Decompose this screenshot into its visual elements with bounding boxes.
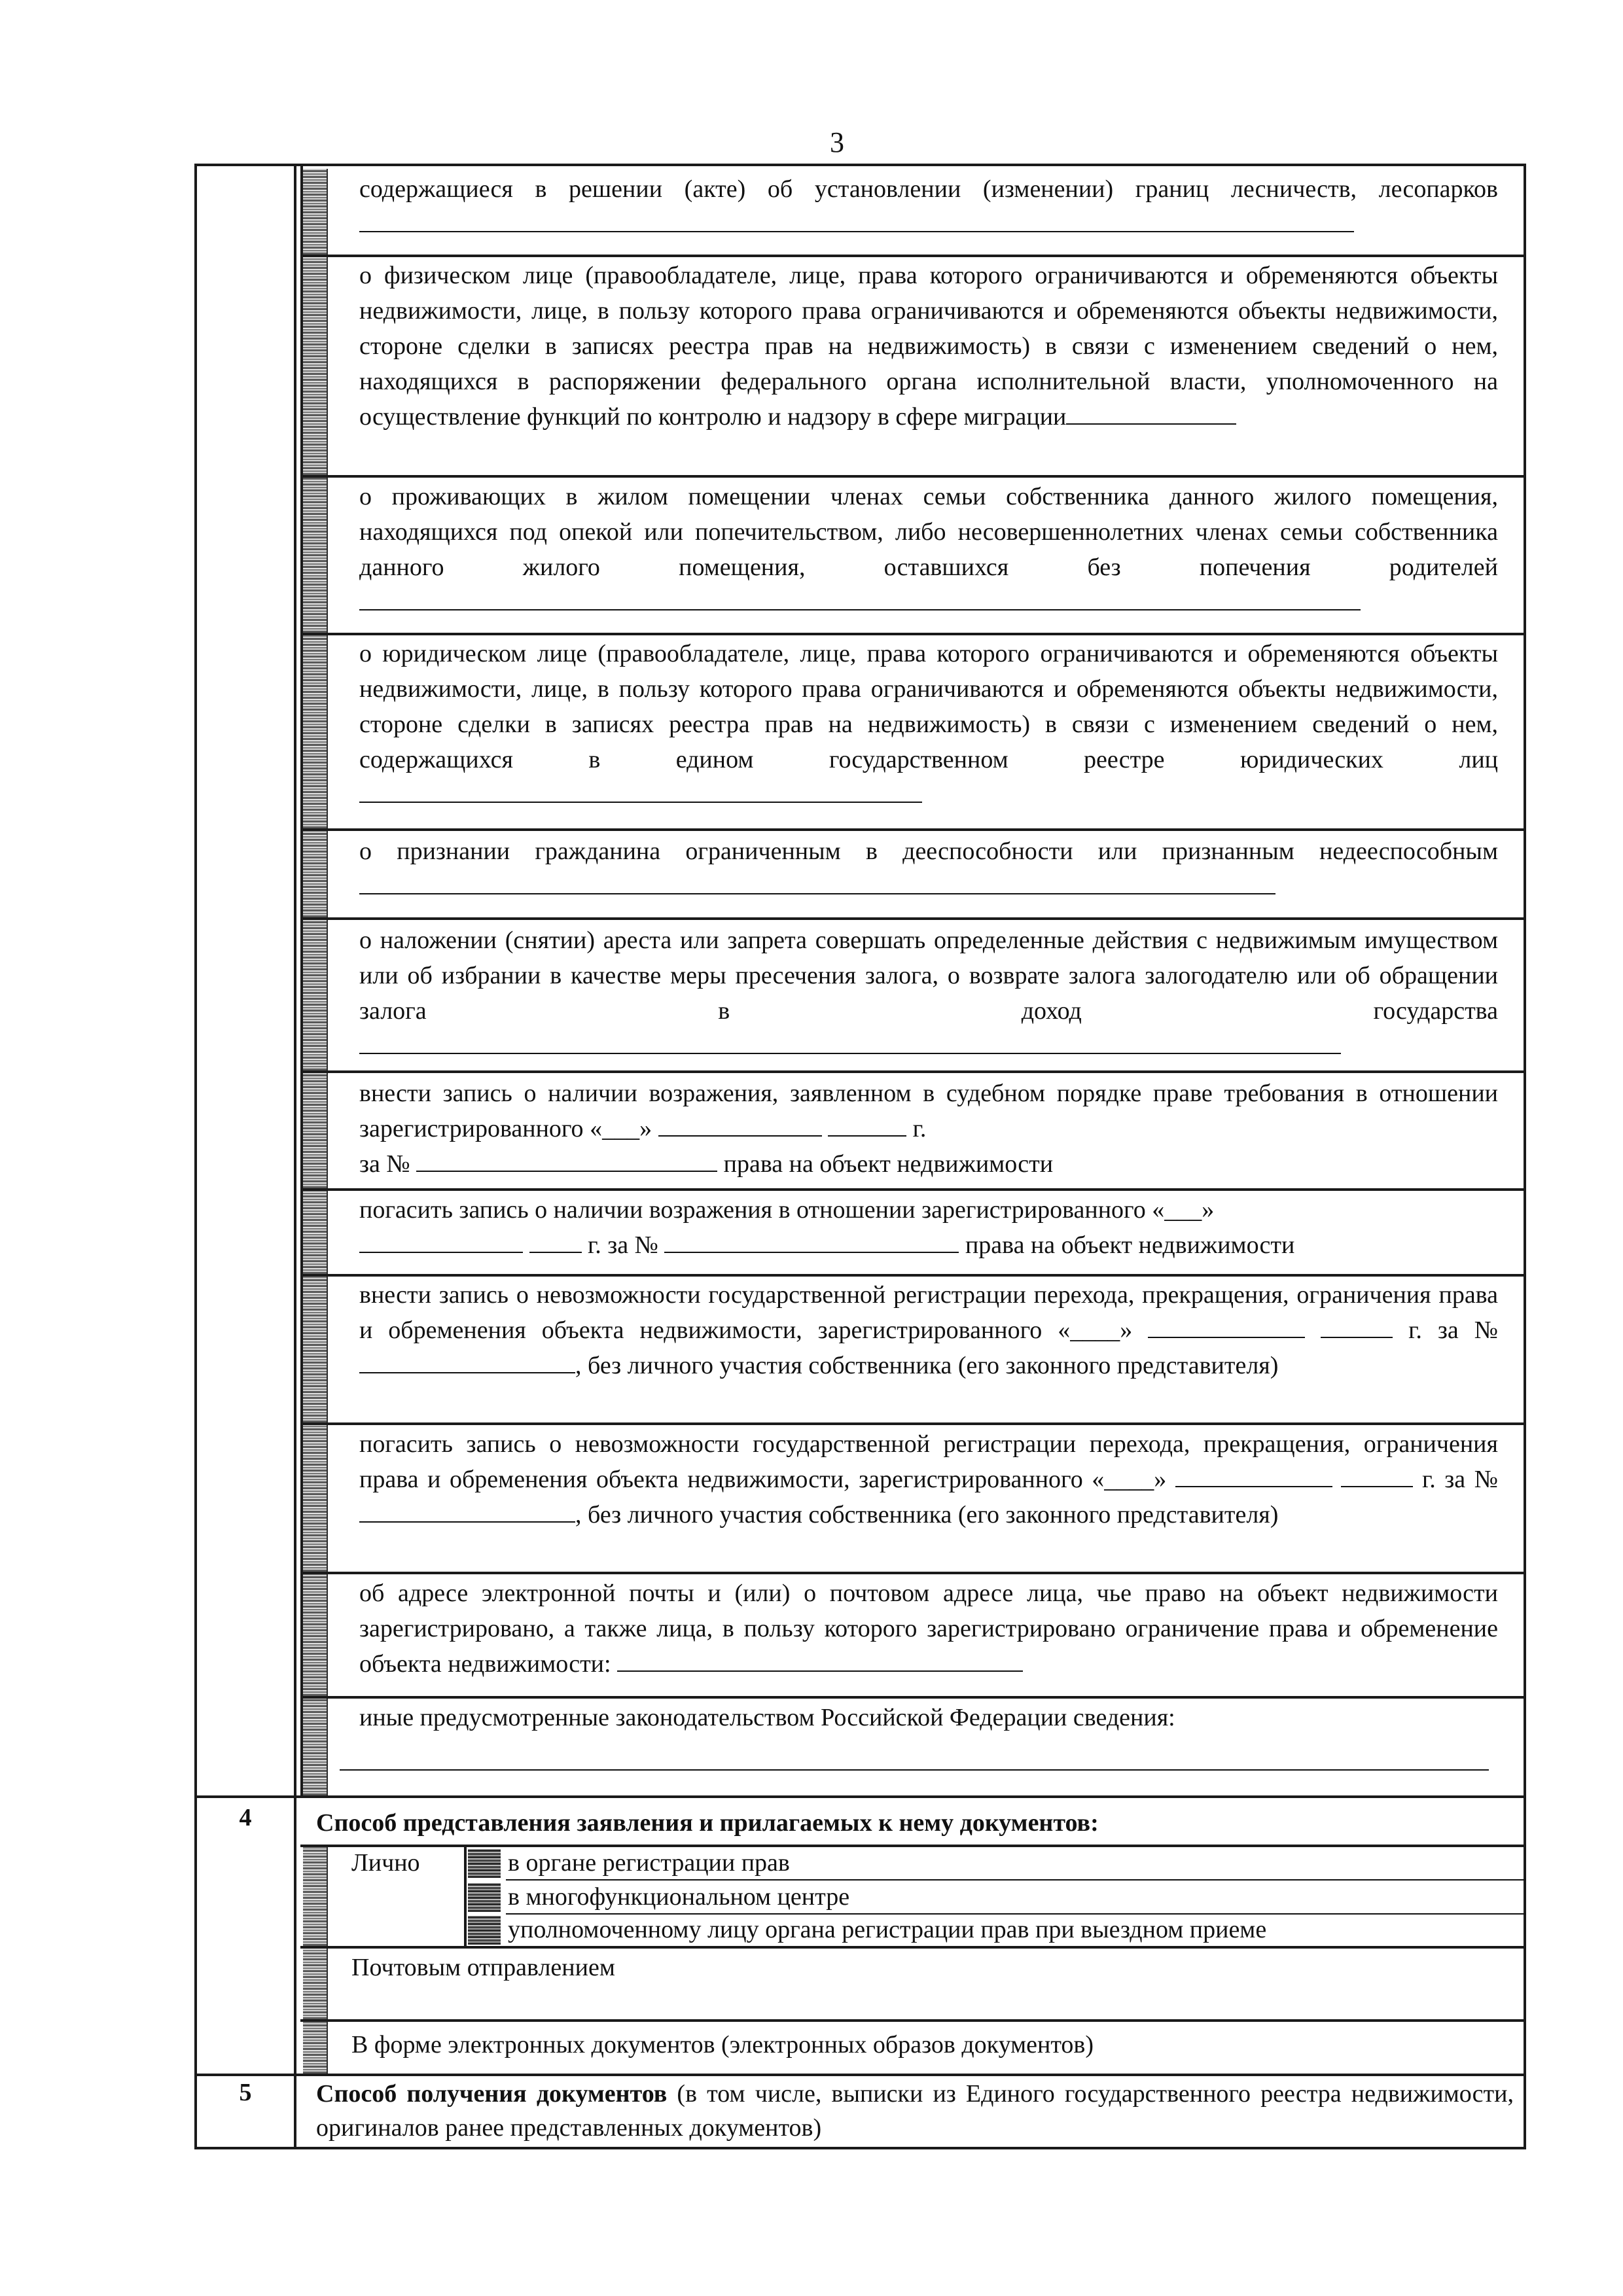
checkbox-mfc[interactable] (468, 1883, 501, 1912)
row-person: о физическом лице (правообладателе, лице, права которого ограничиваются и обременяются объекты недвижимости, лице, в пользу которого права ограничиваются и обременяются объекты недвижимости, стороне сделки в записях реестра прав на недвижимость) в связи с изменением сведений о нем, находящихся в распоряжении федерального органа исполнительной власти, уполномоченного на осуществление функций по контролю и надзору в сфере миграции (359, 262, 1498, 431)
checkbox-objection-remove[interactable] (303, 1191, 328, 1274)
checkbox-family[interactable] (303, 478, 328, 633)
option-mail[interactable]: Почтовым отправлением (351, 1954, 615, 1981)
checkbox-impossibility-remove[interactable] (303, 1425, 328, 1572)
in-person-label: Лично (351, 1849, 420, 1877)
checkbox-person[interactable] (303, 257, 328, 475)
row-email: об адресе электронной почты и (или) о почтовом адресе лица, чье право на объект недвижимости зарегистрировано, а также лица, в пользу которого зарегистрировано ограничение права и обременение объекта недвижимости: (359, 1580, 1498, 1678)
section5-title (316, 2077, 1514, 2145)
section4-title: Способ представления заявления и прилагаемых к нему документов: (316, 1809, 1099, 1837)
section5-title-bold: Способ получения документов (316, 2080, 668, 2108)
section4-number: 4 (239, 1804, 252, 1831)
checkbox-legal[interactable] (303, 635, 328, 828)
other-blank-line[interactable] (340, 1769, 1489, 1771)
row-incapacity: о признании гражданина ограниченным в дееспособности или признанным недееспособным (359, 834, 1498, 904)
checkbox-arrest[interactable] (303, 920, 328, 1070)
checkbox-forest[interactable] (303, 169, 328, 255)
checkbox-incapacity[interactable] (303, 831, 328, 917)
checkbox-impossibility-add[interactable] (303, 1277, 328, 1422)
row-other: иные предусмотренные законодательством Российской Федерации сведения: (359, 1704, 1175, 1731)
row-family: о проживающих в жилом помещении членах семьи собственника данного жилого помещения, находящихся под опекой или попечительством, либо несовершеннолетних членах семьи собственника данного жилого помещения, оставшихся без попечения родителей (359, 479, 1498, 620)
checkbox-objection-add[interactable] (303, 1073, 328, 1188)
option-electronic[interactable]: В форме электронных документов (электронных образов документов) (351, 2031, 1094, 2058)
page-number: 3 (830, 126, 844, 158)
row-impossibility-add: внести запись о невозможности государственной регистрации перехода, прекращения, ограничения права и обременения объекта недвижимости, зарегистрированного «____» г. за № , без личного участия собственника (его законного представителя) (359, 1281, 1498, 1379)
row-objection-add: внести запись о наличии возражения, заявленном в судебном порядке праве требования в отношении зарегистрированного «___» г. за № права на объект недвижимости (359, 1080, 1498, 1178)
checkbox-electronic[interactable] (303, 2022, 328, 2074)
option-mfc[interactable]: в многофункциональном центре (508, 1883, 850, 1911)
form-table (194, 164, 1526, 2149)
option-field-visit[interactable]: уполномоченному лицу органа регистрации прав при выездном приеме (508, 1916, 1267, 1943)
checkbox-mail[interactable] (303, 1949, 328, 2019)
checkbox-registration-office[interactable] (468, 1849, 501, 1878)
checkbox-field-visit[interactable] (468, 1916, 501, 1945)
row-objection-remove: погасить запись о наличии возражения в отношении зарегистрированного «___» г. за № права на объект недвижимости (359, 1196, 1295, 1259)
checkbox-other[interactable] (303, 1699, 328, 1795)
option-registration-office[interactable]: в органе регистрации прав (508, 1849, 790, 1877)
section5-number: 5 (239, 2079, 252, 2106)
checkbox-in-person[interactable] (303, 1847, 328, 1946)
row-legal: о юридическом лице (правообладателе, лице, права которого ограничиваются и обременяются объекты недвижимости, лице, в пользу которого права ограничиваются и обременяются объекты недвижимости, стороне сделки в записях реестра прав на недвижимость) в связи с изменением сведений о нем, содержащихся в едином государственном реестре юридических лиц (359, 636, 1498, 813)
row-arrest: о наложении (снятии) ареста или запрета совершать определенные действия с недвижимым имуществом или об избрании в качестве меры пресечения залога, о возврате залога залогодателю или об обращении залога в доход государства (359, 923, 1498, 1064)
row-impossibility-remove: погасить запись о невозможности государственной регистрации перехода, прекращения, ограничения права и обременения объекта недвижимости, зарегистрированного «____» г. за № , без личного участия собственника (его законного представителя) (359, 1430, 1498, 1528)
section5-title-rest: (в том числе, выписки из Единого государственного реестра недвижимости, оригиналов ранее представленных документов) (316, 2080, 1514, 2142)
checkbox-email[interactable] (303, 1574, 328, 1696)
row-forest: содержащиеся в решении (акте) об установлении (изменении) границ лесничеств, лесопарков (359, 171, 1498, 242)
